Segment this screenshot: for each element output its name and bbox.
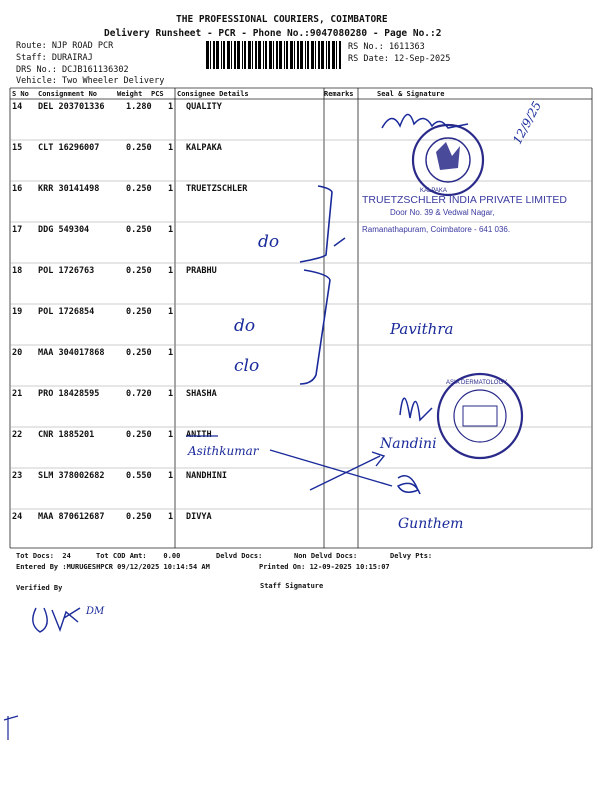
row-consignee: KALPAKA: [186, 143, 222, 153]
printed-on: Printed On: 12-09-2025 10:15:07: [259, 563, 390, 571]
row-weight: 0.250: [126, 348, 152, 358]
col-consignment: Consignment No: [38, 90, 98, 98]
row-consignment: PRO 18428595: [38, 389, 100, 399]
row-consignment: MAA 870612687: [38, 512, 105, 522]
drs-label: DRS No.: DCJB161136302: [16, 65, 129, 75]
kalpaka-stamp-icon: [413, 125, 483, 195]
hand-pavithra: Pavithra: [390, 320, 454, 338]
tot-docs: Tot Docs: 24: [16, 552, 71, 560]
hand-do-1: do: [258, 232, 280, 252]
row-pcs: 1: [168, 266, 174, 276]
row-pcs: 1: [168, 512, 174, 522]
col-weight: Weight: [117, 90, 143, 98]
hand-nandini: Nandini: [380, 436, 437, 452]
row-sno: 23: [12, 471, 23, 481]
row-consignment: POL 1726763: [38, 266, 95, 276]
row-sno: 21: [12, 389, 23, 399]
stamp-line-3: Ramanathapuram, Coimbatore - 641 036.: [362, 225, 511, 234]
row-weight: 1.280: [126, 102, 152, 112]
col-seal: Seal & Signature: [377, 90, 445, 98]
row-pcs: 1: [168, 430, 174, 440]
row-weight: 0.250: [126, 143, 152, 153]
stamp-line-2: Door No. 39 & Vedwal Nagar,: [390, 208, 495, 217]
row-weight: 0.250: [126, 225, 152, 235]
stamp-line-1: TRUETZSCHLER INDIA PRIVATE LIMITED: [362, 194, 567, 206]
row-consignment: MAA 304017868: [38, 348, 105, 358]
row-pcs: 1: [168, 471, 174, 481]
delvy-pts: Delvy Pts:: [390, 552, 433, 560]
row-consignee: TRUETZSCHLER: [186, 184, 248, 194]
row-pcs: 1: [168, 307, 174, 317]
row-sno: 14: [12, 102, 23, 112]
rs-no: RS No.: 1611363: [348, 42, 425, 52]
delvd-docs: Delvd Docs:: [216, 552, 263, 560]
row-sno: 18: [12, 266, 23, 276]
vehicle-label: Vehicle: Two Wheeler Delivery: [16, 76, 165, 86]
row-consignee: QUALITY: [186, 102, 222, 112]
non-delvd-docs: Non Delvd Docs:: [294, 552, 358, 560]
row-sno: 16: [12, 184, 23, 194]
col-remarks: Remarks: [324, 90, 354, 98]
row-pcs: 1: [168, 225, 174, 235]
hand-verified-initials: DM: [86, 606, 105, 617]
hand-asithkumar: Asithkumar: [188, 444, 259, 458]
row-consignment: POL 1726854: [38, 307, 95, 317]
row-sno: 24: [12, 512, 23, 522]
staff-signature: Staff Signature: [260, 582, 324, 590]
col-sno: S No: [12, 90, 29, 98]
truetzschler-stamp: [362, 194, 567, 234]
row-consignee: NANDHINI: [186, 471, 227, 481]
row-sno: 15: [12, 143, 23, 153]
row-consignee: SHASHA: [186, 389, 217, 399]
row-consignment: KRR 30141498: [38, 184, 100, 194]
row-weight: 0.250: [126, 512, 152, 522]
row-pcs: 1: [168, 184, 174, 194]
row-weight: 0.250: [126, 266, 152, 276]
row-weight: 0.250: [126, 430, 152, 440]
row-consignee: ANITH: [186, 430, 212, 440]
row-sno: 17: [12, 225, 23, 235]
row-weight: 0.550: [126, 471, 152, 481]
row-weight: 0.250: [126, 184, 152, 194]
hand-date: 12/9/25: [510, 99, 545, 147]
verified-by: Verified By: [16, 584, 63, 592]
hand-gunthem: Gunthem: [398, 516, 464, 532]
route-label: Route: NJP ROAD PCR: [16, 41, 114, 51]
row-weight: 0.250: [126, 307, 152, 317]
row-consignment: CNR 1885201: [38, 430, 95, 440]
row-pcs: 1: [168, 102, 174, 112]
row-sno: 22: [12, 430, 23, 440]
col-pcs: PCS: [151, 90, 164, 98]
row-consignment: DEL 203701336: [38, 102, 105, 112]
rs-date: RS Date: 12-Sep-2025: [348, 54, 451, 64]
row-sno: 20: [12, 348, 23, 358]
page-title: THE PROFESSIONAL COURIERS, COIMBATORE: [176, 14, 388, 25]
row-pcs: 1: [168, 389, 174, 399]
tot-cod: Tot COD Amt: 0.00: [96, 552, 181, 560]
entered-by: Entered By :MURUGESHPCR 09/12/2025 10:14:54 AM: [16, 563, 210, 571]
hand-do-3: clo: [234, 356, 260, 376]
hand-do-2: do: [234, 316, 256, 336]
asia-stamp-text: ASIA DERMATOLOGY: [446, 380, 508, 386]
row-weight: 0.720: [126, 389, 152, 399]
row-pcs: 1: [168, 348, 174, 358]
asia-stamp-icon: [438, 374, 522, 458]
row-consignee: PRABHU: [186, 266, 217, 276]
page-subtitle: Delivery Runsheet - PCR - Phone No.:9047080280 - Page No.:2: [104, 28, 442, 39]
staff-label: Staff: DURAIRAJ: [16, 53, 93, 63]
row-consignment: DDG 549304: [38, 225, 90, 235]
row-consignment: CLT 16296007: [38, 143, 100, 153]
row-consignee: DIVYA: [186, 512, 212, 522]
row-consignment: SLM 378002682: [38, 471, 105, 481]
round-stamp-text: KALPAKA: [420, 188, 447, 194]
row-pcs: 1: [168, 143, 174, 153]
col-consignee: Consignee Details: [177, 90, 249, 98]
row-sno: 19: [12, 307, 23, 317]
